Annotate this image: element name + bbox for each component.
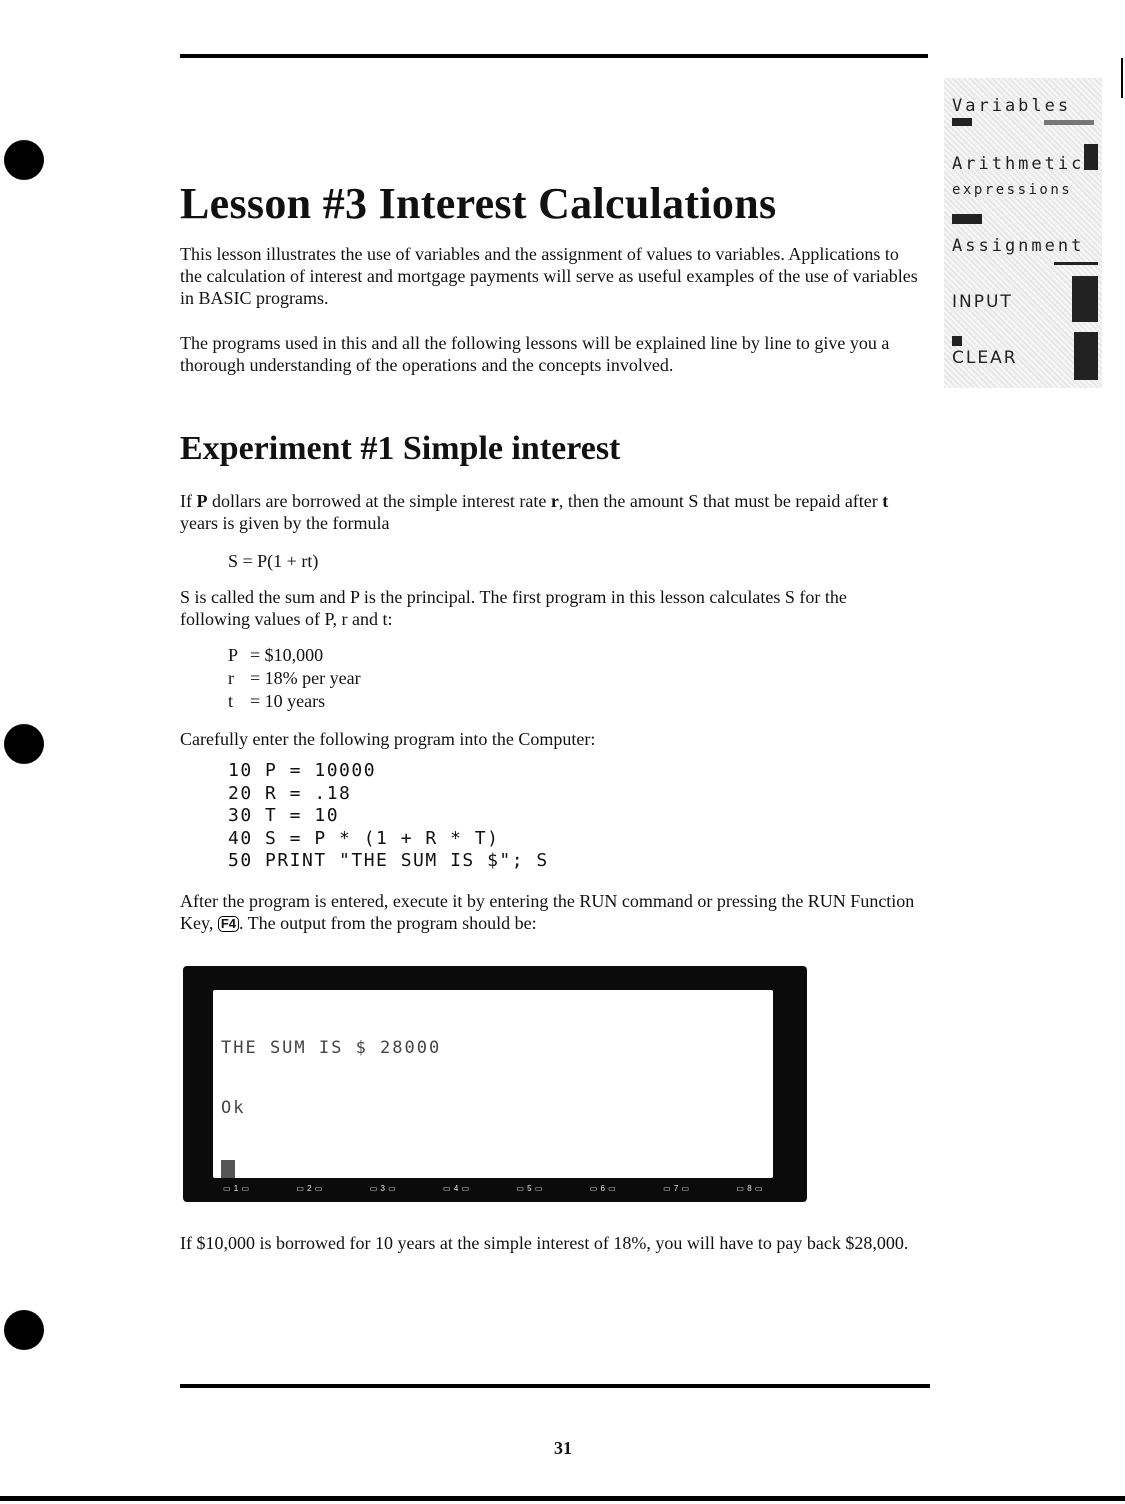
experiment-paragraph-2: S is called the sum and P is the principal. The first program in this lesson calculates S for the following values of P, r and t: [180, 587, 847, 629]
experiment-title: Experiment #1 Simple interest [180, 430, 621, 467]
code-line: 30 T = 10 [228, 805, 340, 826]
output-line: Ok [221, 1098, 246, 1118]
experiment-paragraph-1: If P dollars are borrowed at the simple interest rate r, then the amount S that must be repaid after t years is given by the formula [180, 491, 889, 533]
topic-sidebar [944, 78, 1102, 388]
code-line: 20 R = .18 [228, 782, 352, 804]
binder-hole [4, 140, 44, 180]
top-rule [180, 54, 928, 58]
screen-display [213, 990, 773, 1178]
binder-hole [4, 1310, 44, 1350]
function-key-label: ▭ 7 ▭ [663, 1184, 690, 1193]
value-row: t = 10 years [228, 691, 326, 711]
tab-marker [1044, 120, 1094, 125]
tab-input: INPUT [952, 292, 1013, 312]
function-key-label: ▭ 4 ▭ [443, 1184, 470, 1193]
right-edge-mark [1121, 58, 1123, 98]
function-key-label: ▭ 5 ▭ [516, 1184, 543, 1193]
conclusion-paragraph: If $10,000 is borrowed for 10 years at the simple interest of 18%, you will have to pay back $28,000. [180, 1233, 909, 1253]
tab-marker [1072, 276, 1098, 322]
tab-marker [1084, 144, 1098, 170]
tab-expressions: expressions [952, 182, 1073, 198]
function-key-label: ▭ 1 ▭ [223, 1184, 250, 1193]
code-line: 50 PRINT "THE SUM IS $"; S [228, 850, 549, 871]
program-listing [228, 760, 549, 873]
function-key-label: ▭ 6 ▭ [589, 1184, 617, 1193]
function-key-label: ▭ 3 ▭ [369, 1184, 397, 1193]
tab-marker [1054, 262, 1098, 265]
tab-clear: CLEAR [952, 348, 1018, 368]
intro-paragraph-2: The programs used in this and all the following lessons will be explained line by line to give you a thorough understanding of the operations and the concepts involved. [180, 333, 890, 375]
function-key-strip [223, 1184, 763, 1196]
tab-marker [952, 336, 962, 346]
binder-hole [4, 724, 44, 764]
cursor-block-icon [221, 1160, 235, 1178]
function-key-label: ▭ 8 ▭ [736, 1184, 763, 1193]
experiment-paragraph-4: After the program is entered, execute it by entering the RUN command or pressing the RUN Function Key, F4 . The output from the program should be: [180, 891, 915, 933]
page-edge-rule [0, 1496, 1125, 1501]
experiment-paragraph-3: Carefully enter the following program into the Computer: [180, 729, 596, 749]
variable-values [228, 644, 361, 713]
f4-key-icon: F4 [218, 916, 239, 932]
bottom-rule [180, 1384, 930, 1388]
tab-arithmetic: Arithmetic [952, 154, 1085, 174]
tab-marker [1074, 332, 1098, 380]
value-row: r = 18% per year [228, 668, 361, 688]
intro-paragraph-1: This lesson illustrates the use of variables and the assignment of values to variables. Applications to the calculation of interest and mortgage payments will serve as useful examples of the use of variables in BASIC programs. [180, 244, 918, 308]
tab-marker [952, 118, 972, 126]
tab-assignment: Assignment [952, 236, 1085, 256]
code-line: 10 P = 10000 [228, 760, 377, 781]
computer-screen [183, 966, 807, 1202]
value-row: P = $10,000 [228, 645, 324, 665]
formula: S = P(1 + rt) [228, 551, 319, 571]
lesson-title: Lesson #3 Interest Calculations [180, 179, 777, 228]
output-line: THE SUM IS $ 28000 [221, 1038, 442, 1058]
code-line: 40 S = P * (1 + R * T) [228, 827, 500, 849]
tab-marker [952, 214, 982, 224]
function-key-label: ▭ 2 ▭ [296, 1184, 323, 1193]
page-number: 31 [554, 1438, 572, 1458]
tab-variables: Variables [952, 96, 1072, 116]
